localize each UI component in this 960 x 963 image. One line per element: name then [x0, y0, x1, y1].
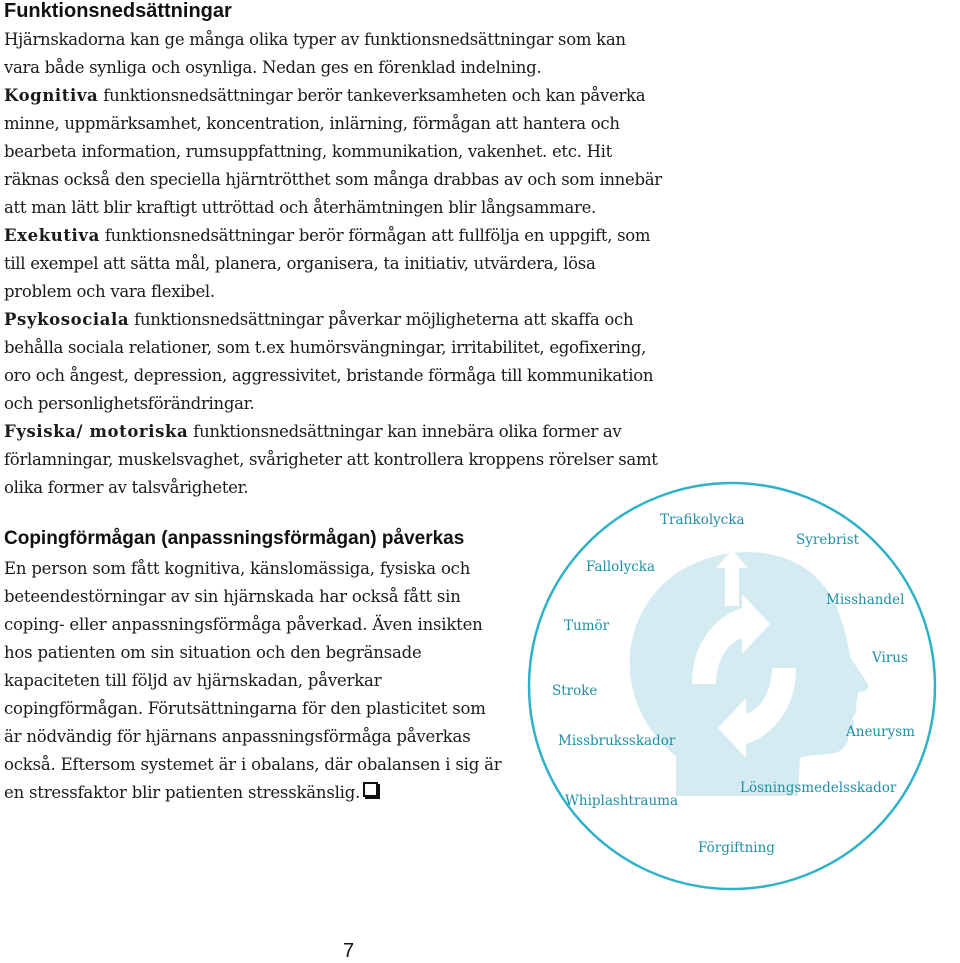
- cause-label: Syrebrist: [796, 532, 860, 548]
- cause-label: Whiplashtrauma: [565, 793, 678, 809]
- cause-label: Stroke: [552, 683, 598, 699]
- intro-paragraph: Hjärnskadorna kan ge många olika typer av funktionsnedsättningar som kan vara både synliga och osynliga. Nedan ges en förenklad indelning.: [4, 30, 626, 77]
- term-psychosocial: Psykosociala: [4, 310, 130, 329]
- cause-label: Tumör: [564, 618, 610, 634]
- cause-label: Aneurysm: [846, 724, 915, 740]
- executive-paragraph: [4, 222, 664, 306]
- page-number: 7: [343, 940, 355, 962]
- cause-label: Missbruksskador: [558, 733, 676, 749]
- physical-text: funktionsnedsättningar kan innebära olika former av förlamningar, muskelsvaghet, svårigheter att kontrollera kroppens rörelser samt olika former av talsvårigheter.: [4, 422, 658, 497]
- term-executive: Exekutiva: [4, 226, 100, 245]
- term-physical: Fysiska/ motoriska: [4, 422, 189, 441]
- cause-label: Fallolycka: [586, 559, 655, 575]
- psychosocial-text: funktionsnedsättningar påverkar möjligheterna att skaffa och behålla sociala relationer, som t.ex humörsvängningar, irritabilitet, egofixering, oro och ångest, depression, aggressivitet, bristande förmåga till kommunikation och personlighetsförändringar.: [4, 310, 654, 413]
- functional-impairments-text: [4, 26, 664, 502]
- section-title: Funktionsnedsättningar: [4, 0, 232, 22]
- term-cognitive: Kognitiva: [4, 86, 99, 105]
- cause-label: Trafikolycka: [660, 512, 745, 528]
- brain-injury-causes-diagram: [506, 478, 960, 898]
- cause-label: Lösningsmedelsskador: [740, 780, 897, 796]
- head-silhouette-icon: [630, 552, 869, 796]
- cognitive-text: funktionsnedsättningar berör tankeverksamheten och kan påverka minne, uppmärksamhet, koncentration, inlärning, förmågan att hantera och bearbeta information, rumsuppfattning, kommunikation, vakenhet. etc. Hit räknas också den speciella hjärntrötthet som många drabbas av och som innebär att man lätt blir kraftigt uttröttad och återhämtningen blir långsammare.: [4, 86, 662, 217]
- cognitive-paragraph: [4, 82, 664, 222]
- coping-text-block: [4, 555, 504, 807]
- psychosocial-paragraph: [4, 306, 664, 418]
- cause-label: Virus: [872, 650, 908, 666]
- cause-label: Förgiftning: [698, 840, 775, 856]
- coping-text: En person som fått kognitiva, känslomässiga, fysiska och beteendestörningar av sin hjärnskada har också fått sin coping- eller anpassningsförmåga påverkad. Även insikten hos patienten om sin situation och den begränsade kapaciteten till följd av hjärnskadan, påverkar copingförmågan. Förutsättningarna för den plasticitet som är nödvändig för hjärnans anpassningsförmåga påverkas också. Eftersom systemet är i obalans, där obalansen i sig är en stressfaktor blir patienten stresskänslig.: [4, 559, 502, 802]
- end-mark-icon: [363, 782, 378, 797]
- coping-title: Copingförmågan (anpassningsförmågan) påverkas: [4, 528, 465, 549]
- cause-label: Misshandel: [826, 592, 905, 608]
- executive-text: funktionsnedsättningar berör förmågan att fullfölja en uppgift, som till exempel att sätta mål, planera, organisera, ta initiativ, utvärdera, lösa problem och vara flexibel.: [4, 226, 651, 301]
